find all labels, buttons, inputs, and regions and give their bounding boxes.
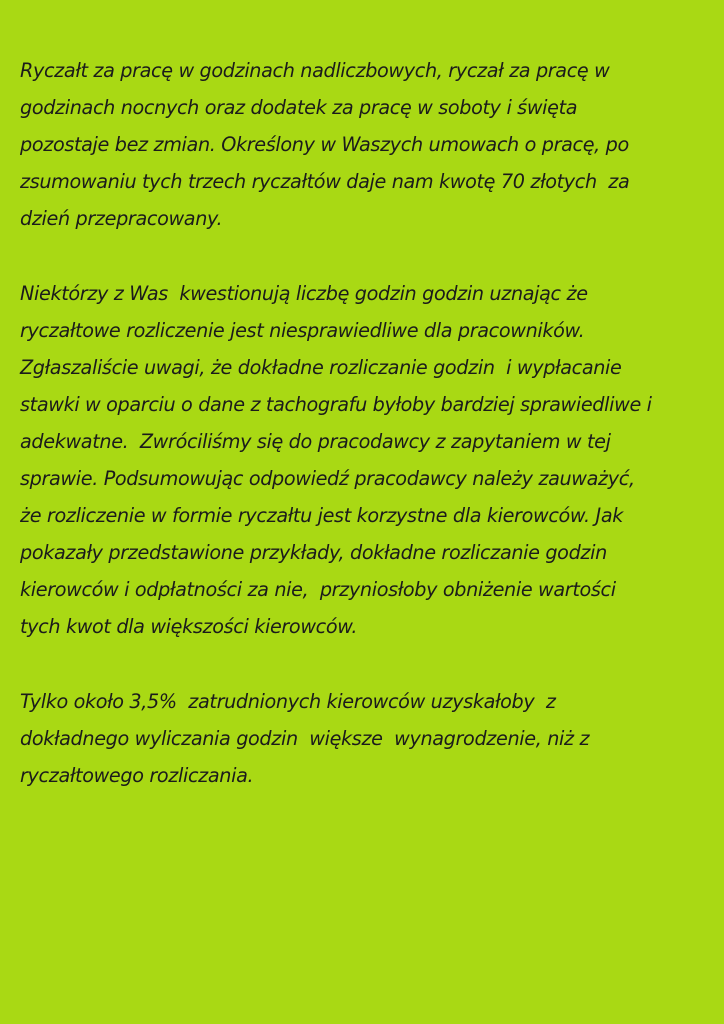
text-line: pozostaje bez zmian. Określony w Waszych umowach o pracę, po bbox=[20, 133, 629, 157]
text-line: dokładnego wyliczania godzin większe wynagrodzenie, niż z bbox=[20, 726, 590, 750]
text-line: Ryczałt za pracę w godzinach nadliczbowych, ryczał za pracę w bbox=[20, 59, 610, 82]
text-line: Zgłaszaliście uwagi, że dokładne rozliczanie godzin i wypłacanie bbox=[20, 355, 622, 379]
text-line: ryczałtowego rozliczania. bbox=[20, 763, 254, 787]
paragraph-gap bbox=[20, 237, 710, 274]
text-line: kierowców i odpłatności za nie, przyniosłoby obniżenie wartości bbox=[20, 578, 616, 602]
text-line: adekwatne. Zwróciliśmy się do pracodawcy z zapytaniem w tej bbox=[20, 429, 611, 453]
text-line: godzinach nocnych oraz dodatek za pracę w soboty i święta bbox=[20, 96, 578, 120]
text-line: stawki w oparciu o dane z tachografu byłoby bardziej sprawiedliwe i bbox=[20, 392, 652, 416]
text-line: sprawie. Podsumowując odpowiedź pracodawcy należy zauważyć, bbox=[20, 467, 635, 491]
text-line: dzień przepracowany. bbox=[20, 207, 223, 231]
text-line: że rozliczenie w formie ryczałtu jest korzystne dla kierowców. Jak bbox=[20, 504, 623, 528]
paragraph-statistic bbox=[20, 683, 710, 794]
paragraph-objections bbox=[20, 275, 710, 646]
text-line: Niektórzy z Was kwestionują liczbę godzin godzin uznając że bbox=[20, 281, 588, 305]
text-line: tych kwot dla większości kierowców. bbox=[20, 615, 358, 639]
document-page bbox=[20, 52, 710, 794]
paragraph-gap bbox=[20, 646, 710, 683]
text-line: zsumowaniu tych trzech ryczałtów daje nam kwotę 70 złotych za bbox=[20, 170, 630, 194]
paragraph-flat-rate bbox=[20, 52, 710, 237]
text-line: Tylko około 3,5% zatrudnionych kierowców uzyskałoby z bbox=[20, 689, 556, 713]
text-line: pokazały przedstawione przykłady, dokładne rozliczanie godzin bbox=[20, 541, 607, 565]
text-line: ryczałtowe rozliczenie jest niesprawiedliwe dla pracowników. bbox=[20, 318, 585, 342]
